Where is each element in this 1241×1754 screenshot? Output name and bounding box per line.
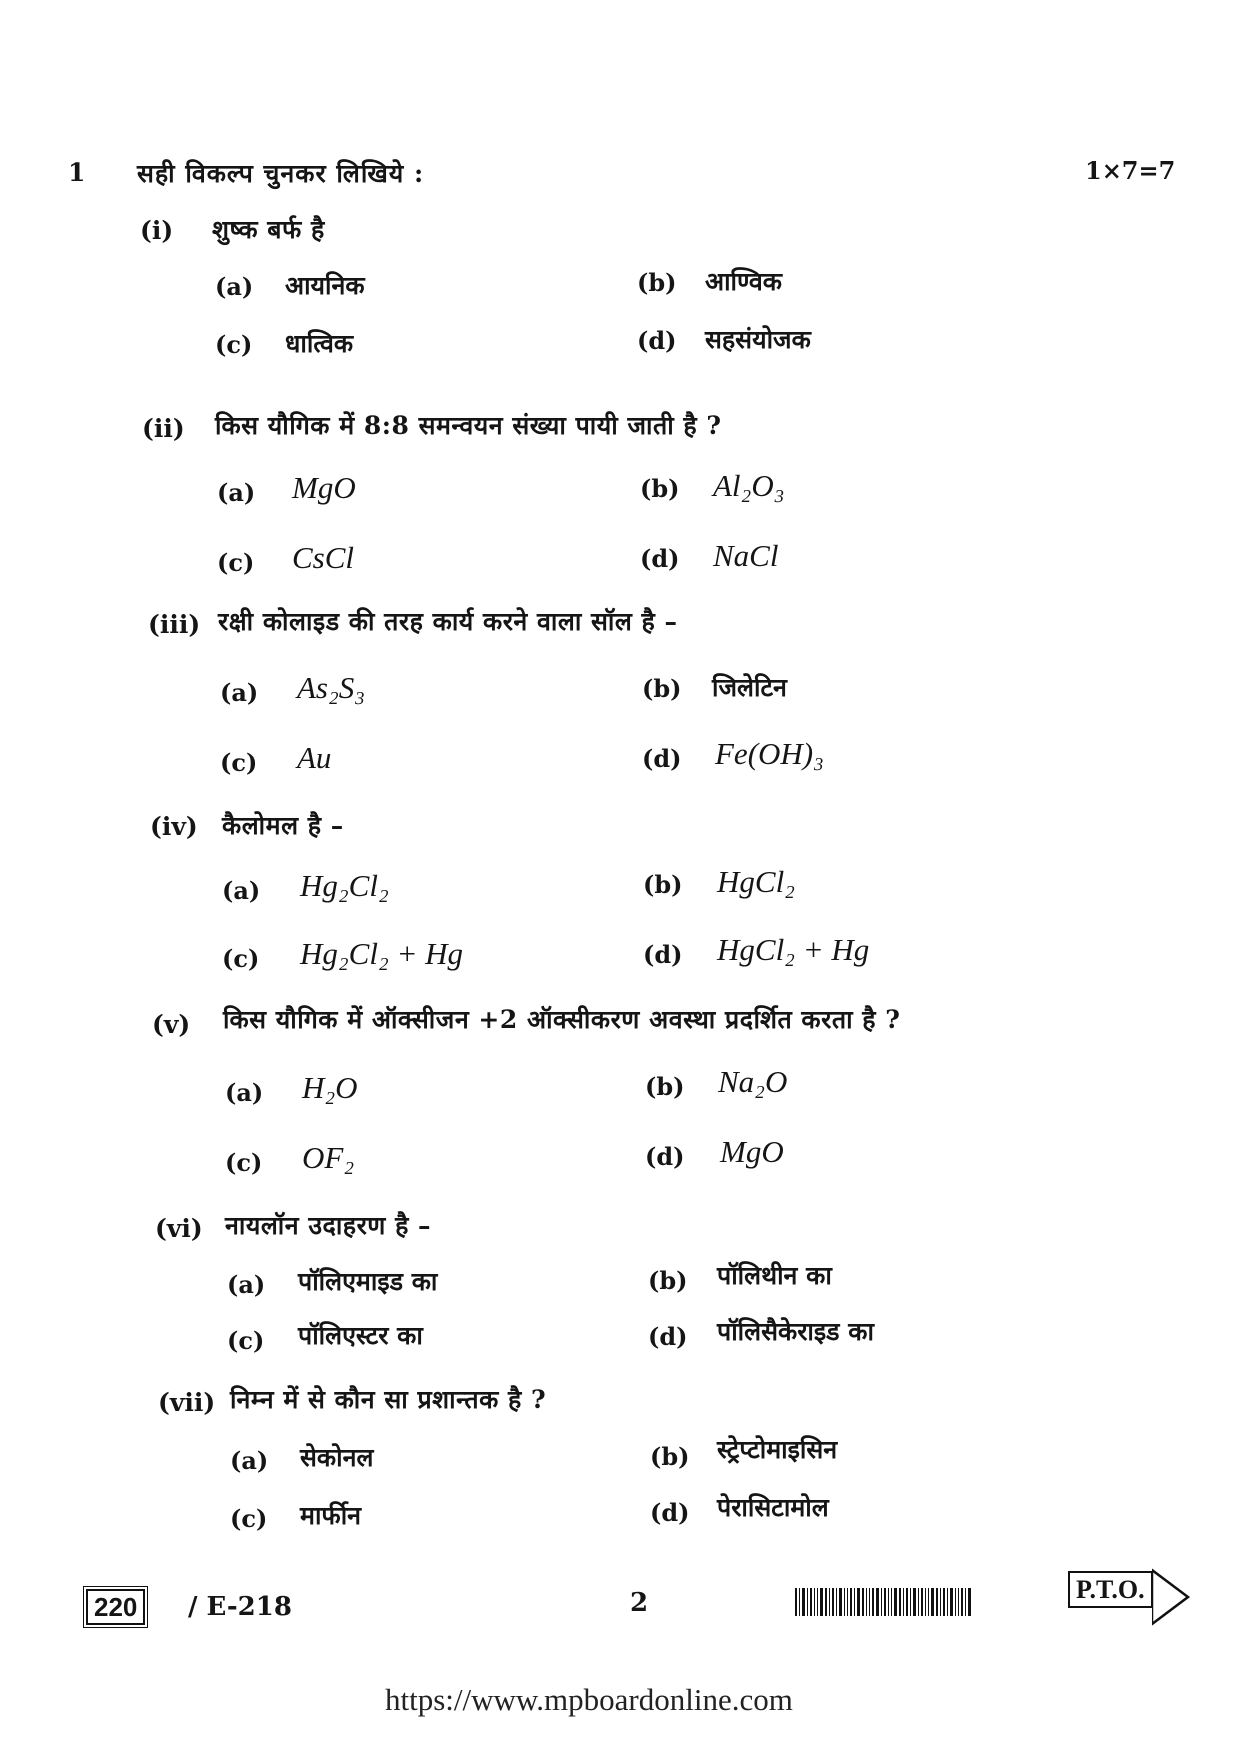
- option-text: OF₂: [302, 1140, 355, 1175]
- option-text: Hg₂Cl₂: [300, 868, 389, 903]
- option-label: (d): [640, 544, 680, 573]
- option-label: (c): [215, 330, 253, 359]
- option-label: (d): [648, 1322, 688, 1351]
- option-text: धात्विक: [285, 329, 354, 358]
- option-text: Fe(OH)₃: [715, 736, 824, 771]
- paper-code-box: [86, 1592, 145, 1623]
- option-label: (d): [642, 744, 682, 773]
- option-label: (b): [650, 1442, 690, 1471]
- option-label: (c): [227, 1326, 265, 1355]
- option-label: (b): [648, 1266, 688, 1295]
- option-label: (c): [217, 548, 255, 577]
- option-text: MgO: [720, 1134, 784, 1169]
- option-text: पेरासिटामोल: [717, 1493, 829, 1522]
- option-text: जिलेटिन: [712, 673, 787, 702]
- option-label: (d): [645, 1142, 685, 1171]
- barcode: [795, 1588, 973, 1616]
- option-label: (c): [225, 1148, 263, 1177]
- option-text: सेकोनल: [300, 1443, 374, 1472]
- option-text: H₂O: [302, 1070, 358, 1105]
- option-text: पॉलिथीन का: [717, 1261, 832, 1290]
- option-label: (a): [220, 678, 259, 707]
- part-label: (iii): [148, 610, 201, 639]
- option-label: (a): [215, 272, 254, 301]
- option-label: (a): [227, 1270, 266, 1299]
- watermark-url: https://www.mpboardonline.com: [385, 1682, 793, 1717]
- part-text: रक्षी कोलाइड की तरह कार्य करने वाला सॉल है –: [218, 607, 678, 636]
- part-text: किस यौगिक में ऑक्सीजन +2 ऑक्सीकरण अवस्था प्रदर्शित करता है ?: [223, 1005, 901, 1034]
- marks-allotment: 1×7=7: [1085, 156, 1176, 185]
- part-text: कैलोमल है –: [222, 811, 344, 840]
- part-label: (vii): [158, 1388, 216, 1417]
- part-label: (ii): [142, 414, 185, 443]
- page-number: 2: [630, 1588, 649, 1618]
- option-text: स्ट्रेप्टोमाइसिन: [717, 1435, 838, 1464]
- option-label: (b): [643, 870, 683, 899]
- option-label: (d): [643, 940, 683, 969]
- option-text: CsCl: [292, 540, 355, 575]
- part-text: शुष्क बर्फ है: [212, 215, 325, 244]
- part-label: (vi): [155, 1214, 203, 1243]
- option-text: Au: [297, 740, 332, 775]
- part-text: नायलॉन उदाहरण है –: [225, 1211, 432, 1240]
- option-text: HgCl₂ + Hg: [717, 932, 870, 967]
- option-text: आण्विक: [705, 267, 783, 296]
- option-label: (c): [222, 944, 260, 973]
- part-label: (v): [152, 1010, 191, 1039]
- option-text: NaCl: [713, 538, 779, 573]
- option-label: (a): [217, 478, 256, 507]
- option-label: (a): [225, 1078, 264, 1107]
- option-text: सहसंयोजक: [705, 325, 811, 354]
- option-label: (c): [230, 1504, 268, 1533]
- question-heading: सही विकल्प चुनकर लिखिये :: [137, 159, 425, 188]
- option-text: As₂S₃: [297, 670, 366, 705]
- paper-series: / E-218: [188, 1592, 292, 1622]
- option-text: मार्फीन: [300, 1501, 362, 1530]
- part-text: किस यौगिक में 8:8 समन्वयन संख्या पायी जाती है ?: [215, 411, 722, 440]
- option-label: (b): [642, 674, 682, 703]
- option-label: (d): [650, 1498, 690, 1527]
- part-label: (iv): [150, 812, 198, 841]
- option-text: Na₂O: [718, 1064, 788, 1099]
- option-text: Hg₂Cl₂ + Hg: [300, 936, 464, 971]
- option-label: (b): [645, 1072, 685, 1101]
- option-label: (a): [230, 1446, 269, 1475]
- question-number: 1: [68, 158, 86, 187]
- option-label: (d): [637, 326, 677, 355]
- option-text: पॉलिएमाइड का: [298, 1267, 438, 1296]
- pto-label: P.T.O.: [1068, 1571, 1153, 1608]
- option-label: (c): [220, 748, 258, 777]
- option-text: आयनिक: [285, 271, 365, 300]
- part-text: निम्न में से कौन सा प्रशान्तक है ?: [230, 1385, 547, 1414]
- option-label: (b): [640, 474, 680, 503]
- part-label: (i): [140, 216, 174, 245]
- option-text: पॉलिसैकेराइड का: [717, 1317, 874, 1346]
- option-label: (b): [637, 268, 677, 297]
- option-text: पॉलिएस्टर का: [298, 1321, 423, 1350]
- option-label: (a): [222, 876, 261, 905]
- arrow-right-icon: [1152, 1568, 1190, 1626]
- option-text: Al₂O₃: [713, 468, 785, 503]
- pto-indicator: [1068, 1576, 1153, 1604]
- paper-code: 220: [86, 1589, 145, 1625]
- option-text: MgO: [292, 470, 356, 505]
- option-text: HgCl₂: [717, 864, 795, 899]
